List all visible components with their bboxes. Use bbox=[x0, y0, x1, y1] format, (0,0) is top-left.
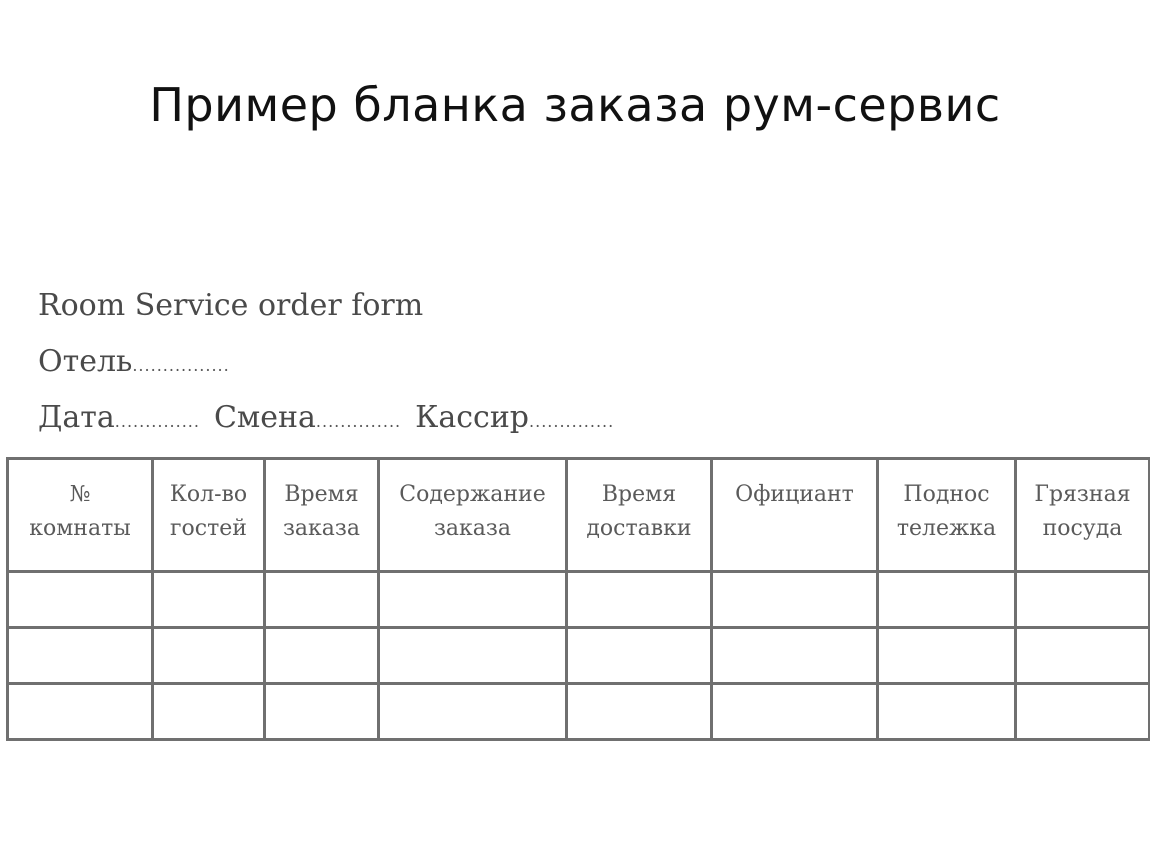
table-cell bbox=[8, 684, 153, 740]
slide-title: Пример бланка заказа рум-сервис bbox=[149, 78, 1001, 132]
table-cell bbox=[567, 684, 712, 740]
date-label: Дата bbox=[38, 400, 115, 435]
table-cell bbox=[153, 572, 265, 628]
hotel-label: Отель bbox=[38, 344, 133, 379]
table-cell bbox=[878, 572, 1016, 628]
table-cell bbox=[8, 628, 153, 684]
header-order-content: Содержание заказа bbox=[379, 459, 567, 572]
header-dirty-dishes: Грязная посуда bbox=[1016, 459, 1150, 572]
table-cell bbox=[265, 628, 379, 684]
table-cell bbox=[712, 572, 878, 628]
form-heading: Room Service order form bbox=[38, 288, 424, 323]
hotel-field bbox=[38, 344, 230, 379]
table-body bbox=[8, 572, 1150, 740]
hotel-blank: ................ bbox=[132, 356, 230, 375]
table-cell bbox=[379, 628, 567, 684]
table-header-row bbox=[8, 459, 1150, 572]
cashier-label: Кассир bbox=[415, 400, 530, 435]
header-order-time: Время заказа bbox=[265, 459, 379, 572]
table-cell bbox=[567, 572, 712, 628]
header-delivery-time: Время доставки bbox=[567, 459, 712, 572]
header-waiter: Официант bbox=[712, 459, 878, 572]
table-cell bbox=[567, 628, 712, 684]
header-guest-count: Кол-во гостей bbox=[153, 459, 265, 572]
table-cell bbox=[878, 684, 1016, 740]
table-cell bbox=[878, 628, 1016, 684]
table-cell bbox=[265, 684, 379, 740]
table-cell bbox=[712, 684, 878, 740]
table-cell bbox=[1016, 628, 1150, 684]
table-cell bbox=[1016, 572, 1150, 628]
table-cell bbox=[153, 628, 265, 684]
order-table bbox=[6, 457, 1150, 741]
table-row bbox=[8, 684, 1150, 740]
shift-blank: .............. bbox=[315, 412, 402, 431]
table-cell bbox=[712, 628, 878, 684]
table-cell bbox=[153, 684, 265, 740]
table-cell bbox=[379, 572, 567, 628]
cashier-blank: .............. bbox=[529, 412, 615, 431]
table-cell bbox=[8, 572, 153, 628]
table-cell bbox=[1016, 684, 1150, 740]
date-blank: .............. bbox=[114, 412, 200, 431]
table-row bbox=[8, 572, 1150, 628]
header-room-number: № комнаты bbox=[8, 459, 153, 572]
table-row bbox=[8, 628, 1150, 684]
date-shift-cashier-line bbox=[38, 400, 614, 435]
shift-label: Смена bbox=[213, 400, 316, 435]
header-tray-cart: Поднос тележка bbox=[878, 459, 1016, 572]
table-cell bbox=[379, 684, 567, 740]
table-cell bbox=[265, 572, 379, 628]
